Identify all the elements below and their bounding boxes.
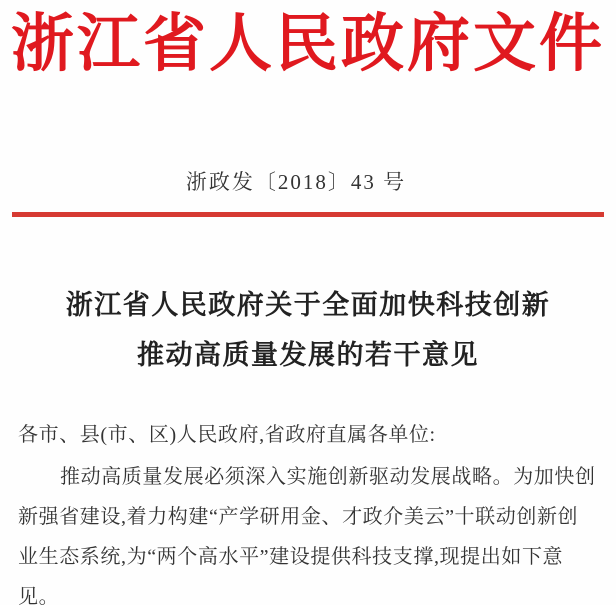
body-paragraph-line: 见。 bbox=[18, 586, 60, 605]
body-paragraph-line: 业生态系统,为“两个高水平”建设提供科技支撑,现提出如下意 bbox=[18, 546, 564, 568]
salutation-line: 各市、县(市、区)人民政府,省政府直属各单位: bbox=[18, 424, 436, 446]
document-title-line-2: 推动高质量发展的若干意见 bbox=[137, 340, 479, 370]
document-banner-title: 浙江省人民政府文件 bbox=[11, 9, 605, 79]
red-divider-line bbox=[12, 212, 604, 217]
body-paragraph-line: 推动高质量发展必须深入实施创新驱动发展战略。为加快创 bbox=[60, 466, 596, 488]
body-paragraph-line: 新强省建设,着力构建“产学研用金、才政介美云”十联动创新创 bbox=[18, 506, 579, 528]
document-number: 浙政发〔2018〕43 号 bbox=[185, 170, 407, 194]
document-title-line-1: 浙江省人民政府关于全面加快科技创新 bbox=[65, 290, 551, 320]
